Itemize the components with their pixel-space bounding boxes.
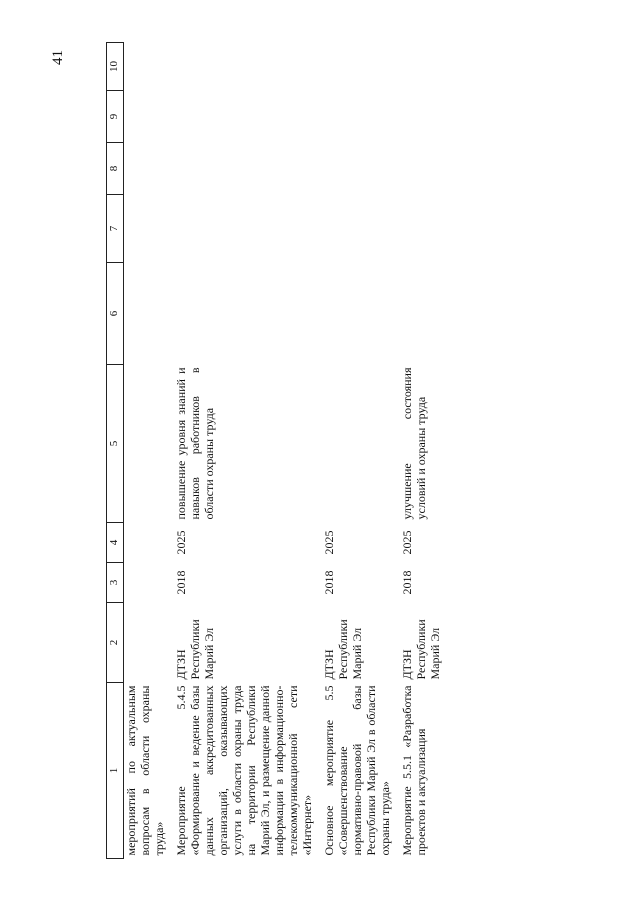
start-year: 2018 — [400, 570, 414, 595]
expected-result — [314, 365, 392, 523]
column-header: 2 — [107, 603, 124, 683]
executor: ДТЗН Республики Марий Эл — [400, 619, 442, 680]
activity-name: мероприятий по актуальным вопросам в области охраны труда» — [124, 685, 166, 856]
executor — [124, 603, 167, 683]
column-header: 7 — [107, 195, 124, 263]
column-header: 9 — [107, 91, 124, 143]
activity-name: Мероприятие 5.5.1 «Разработка проектов и актуализация — [400, 685, 428, 856]
table-row — [166, 43, 314, 859]
executor: ДТЗН Республики Марий Эл — [322, 619, 364, 680]
column-header: 1 — [107, 683, 124, 859]
end-year: 2025 — [322, 530, 336, 555]
expected-result — [124, 365, 167, 523]
end-year: 2025 — [400, 530, 414, 555]
column-header: 10 — [107, 43, 124, 91]
activity-name: Основное мероприятие 5.5 «Совершенствование нормативно-правовой базы Республики Марий Эл в области охраны труда» — [322, 685, 392, 856]
column-header: 4 — [107, 523, 124, 563]
program-table — [106, 42, 442, 859]
start-year: 2018 — [322, 570, 336, 595]
expected-result: улучшение состояния условий и охраны труда — [400, 367, 428, 520]
column-header: 3 — [107, 563, 124, 603]
column-header: 6 — [107, 263, 124, 365]
expected-result: повышение уровня знаний и навыков работников в области охраны труда — [174, 367, 216, 520]
column-header: 8 — [107, 143, 124, 195]
page-number: 41 — [50, 50, 66, 65]
end-year — [124, 523, 167, 563]
activity-name: Мероприятие 5.4.5 «Формирование и ведение базы данных аккредитованных организаций, оказывающих услуги в области охраны труда на территории Республики Марий Эл, и размещение данной информации в информационно-телекоммуникационной сети «Интернет» — [174, 685, 314, 856]
end-year: 2025 — [174, 530, 188, 555]
column-number-header — [107, 43, 124, 859]
table-row — [392, 43, 442, 859]
table-row — [124, 43, 167, 859]
executor: ДТЗН Республики Марий Эл — [174, 619, 216, 680]
start-year — [124, 563, 167, 603]
start-year: 2018 — [174, 570, 188, 595]
table-row — [314, 43, 392, 859]
column-header: 5 — [107, 365, 124, 523]
